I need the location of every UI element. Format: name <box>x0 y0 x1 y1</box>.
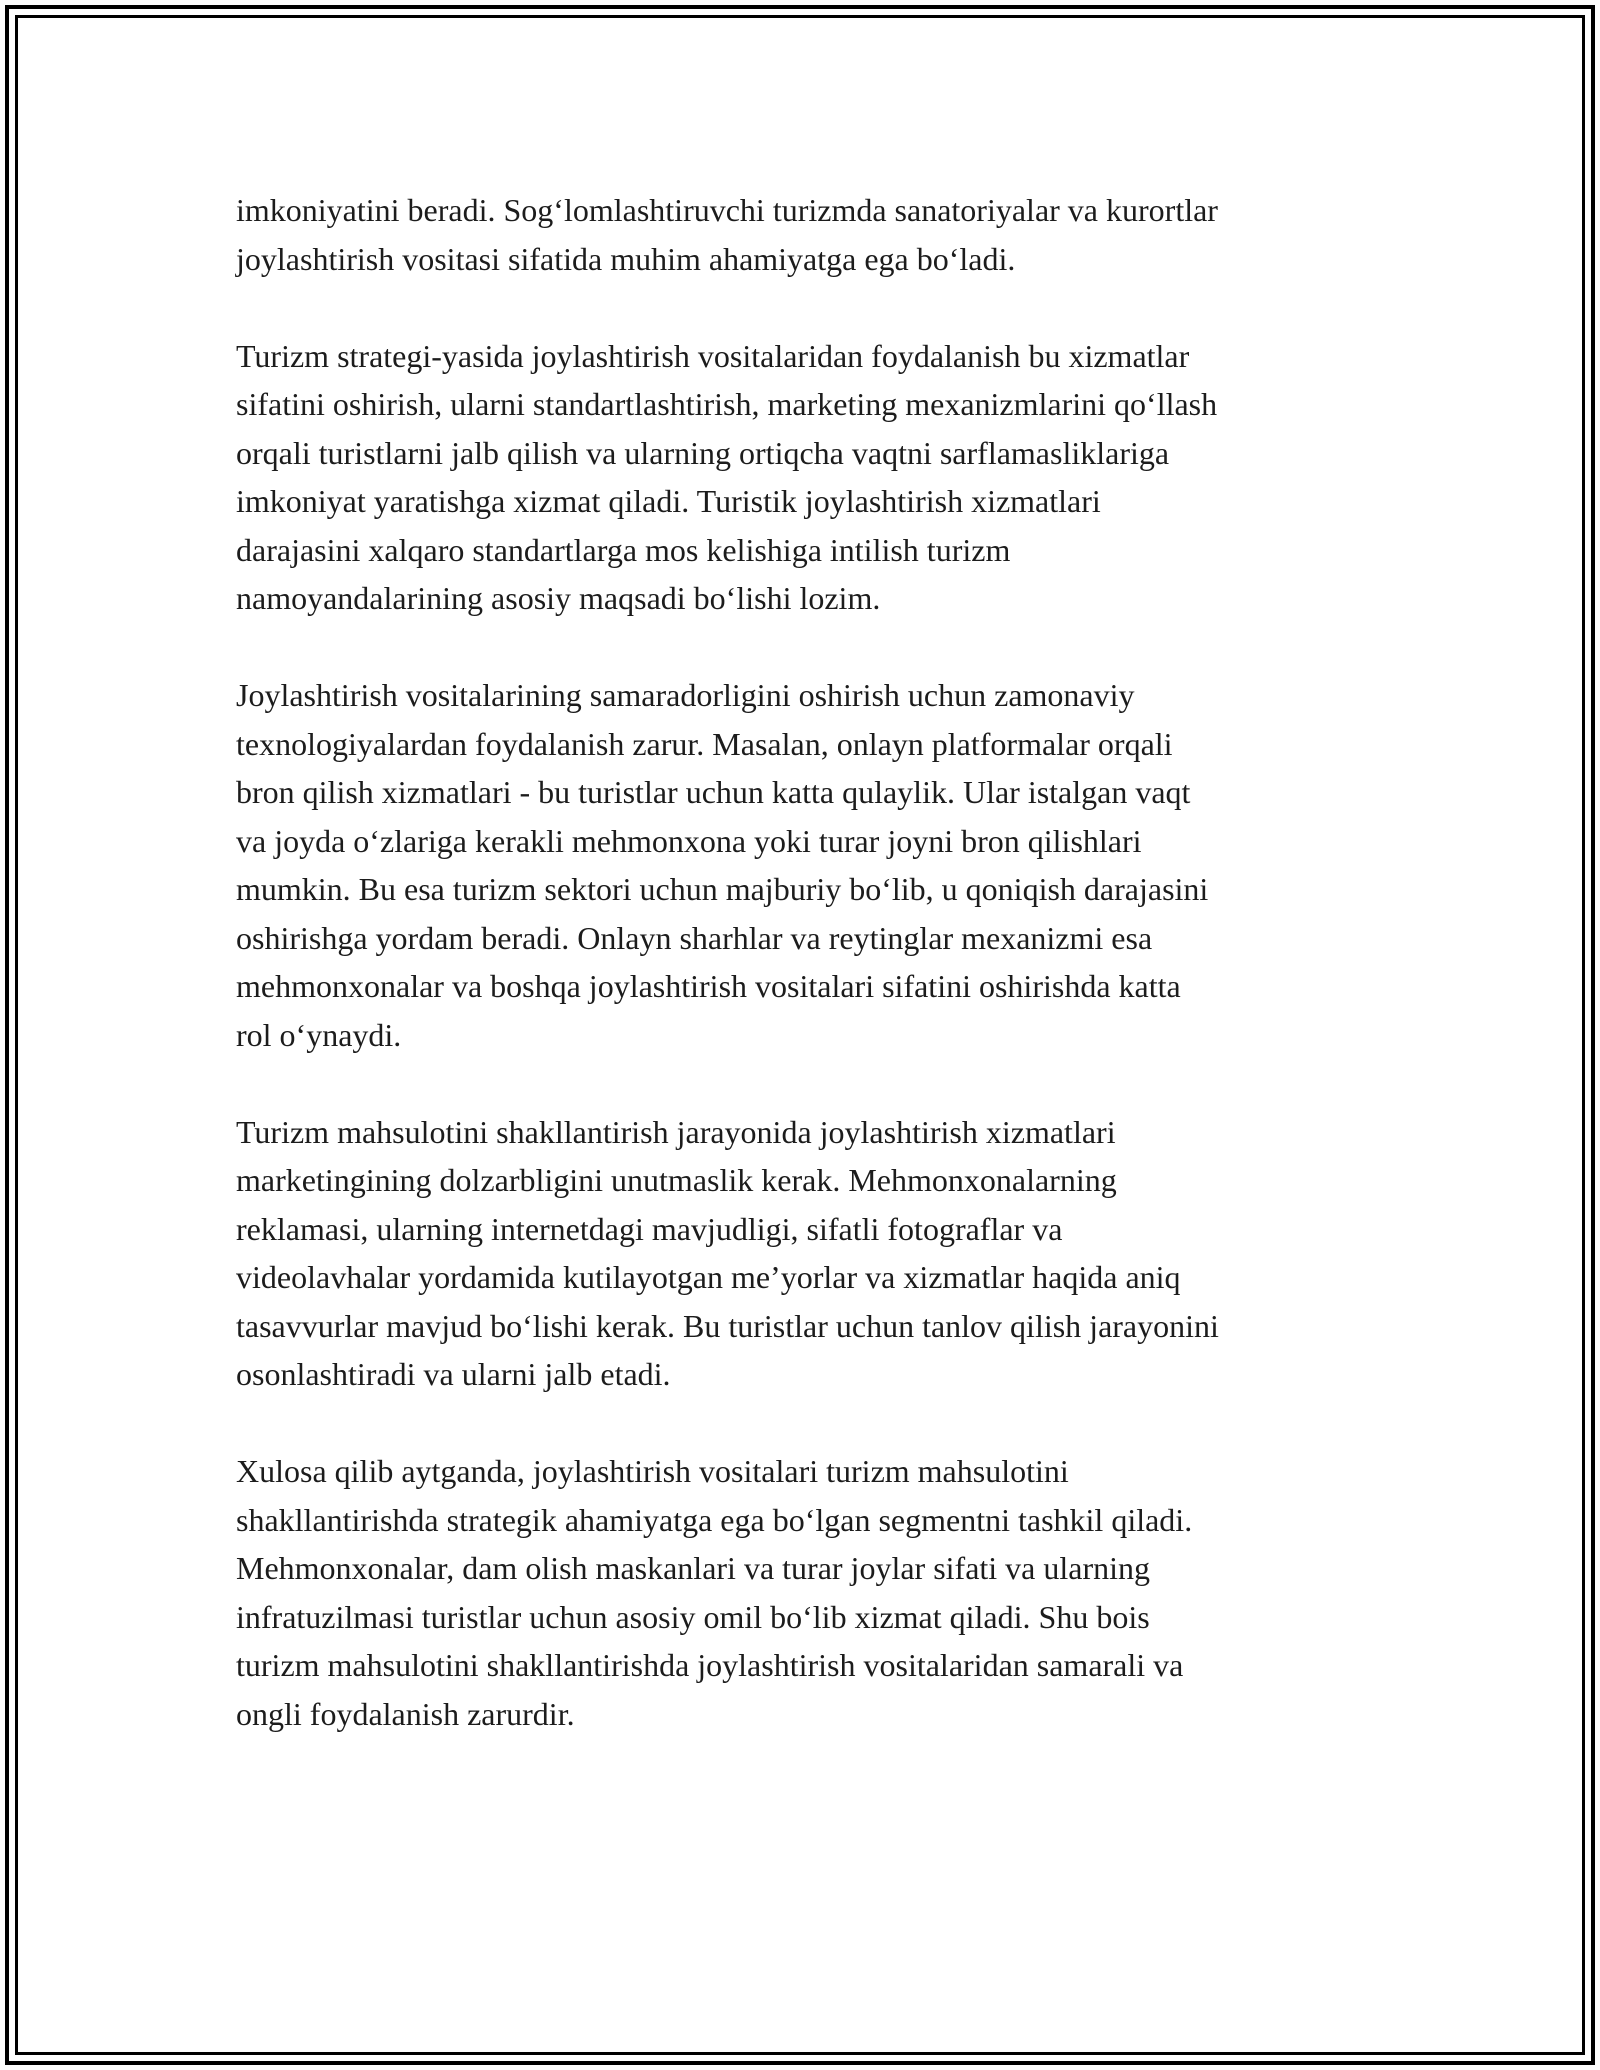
text-line: videolavhalar yordamida kutilayotgan me’yorlar va xizmatlar haqida aniq <box>236 1259 1181 1295</box>
text-line: Turizm strategi-yasida joylashtirish vositalaridan foydalanish bu xizmatlar <box>236 337 1190 374</box>
text-line: texnologiyalardan foydalanish zarur. Masalan, onlayn platformalar orqali <box>236 725 1173 762</box>
text-line: bron qilish xizmatlari - bu turistlar uchun katta qulaylik. Ular istalgan vaqt <box>236 774 1191 810</box>
paragraph-3 <box>236 671 1366 1059</box>
text-line: joylashtirish vositasi sifatida muhim ahamiyatga ega bo‘ladi. <box>236 240 1016 277</box>
paragraph-4 <box>236 1108 1366 1399</box>
text-line: Turizm mahsulotini shakllantirish jarayonida joylashtirish xizmatlari <box>236 1113 1116 1150</box>
text-line: mumkin. Bu esa turizm sektori uchun majburiy bo‘lib, u qoniqish darajasini <box>236 871 1209 907</box>
paragraph-1 <box>236 186 1366 283</box>
text-line: shakllantirishda strategik ahamiyatga ega bo‘lgan segmentni tashkil qiladi. <box>236 1501 1193 1538</box>
text-line: ongli foydalanish zarurdir. <box>236 1695 575 1732</box>
text-line: va joyda o‘zlariga kerakli mehmonxona yoki turar joyni bron qilishlari <box>236 822 1142 859</box>
text-line: infratuzilmasi turistlar uchun asosiy omil bo‘lib xizmat qiladi. Shu bois <box>236 1598 1150 1635</box>
text-line: marketingining dolzarbligini unutmaslik kerak. Mehmonxonalarning <box>236 1162 1117 1198</box>
text-line: tasavvurlar mavjud bo‘lishi kerak. Bu turistlar uchun tanlov qilish jarayonini <box>236 1307 1219 1344</box>
text-line: turizm mahsulotini shakllantirishda joylashtirish vositalaridan samarali va <box>236 1647 1184 1683</box>
text-line: imkoniyatini beradi. Sog‘lomlashtiruvchi turizmda sanatoriyalar va kurortlar <box>236 192 1218 228</box>
text-line: rol o‘ynaydi. <box>236 1016 402 1053</box>
text-line: Joylashtirish vositalarining samaradorligini oshirish uchun zamonaviy <box>236 677 1135 713</box>
text-line: sifatini oshirish, ularni standartlashtirish, marketing mexanizmlarini qo‘llash <box>236 386 1218 422</box>
text-line: reklamasi, ularning internetdagi mavjudligi, sifatli fotograflar va <box>236 1210 1063 1247</box>
text-line: Xulosa qilib aytganda, joylashtirish vositalari turizm mahsulotini <box>236 1453 1069 1489</box>
text-line: mehmonxonalar va boshqa joylashtirish vositalari sifatini oshirishda katta <box>236 968 1181 1004</box>
paragraph-5 <box>236 1447 1366 1738</box>
paragraph-2 <box>236 332 1366 623</box>
text-line: Mehmonxonalar, dam olish maskanlari va turar joylar sifati va ularning <box>236 1550 1151 1586</box>
text-line: osonlashtiradi va ularni jalb etadi. <box>236 1356 671 1392</box>
text-line: namoyandalarining asosiy maqsadi bo‘lishi lozim. <box>236 580 881 616</box>
text-line: darajasini xalqaro standartlarga mos kelishiga intilish turizm <box>236 531 1011 568</box>
text-line: oshirishga yordam beradi. Onlayn sharhlar va reytinglar mexanizmi esa <box>236 919 1153 956</box>
text-line: imkoniyat yaratishga xizmat qiladi. Turistik joylashtirish xizmatlari <box>236 483 1101 519</box>
text-line: orqali turistlarni jalb qilish va ularning ortiqcha vaqtni sarflamasliklariga <box>236 434 1170 471</box>
document-body <box>236 186 1366 1738</box>
